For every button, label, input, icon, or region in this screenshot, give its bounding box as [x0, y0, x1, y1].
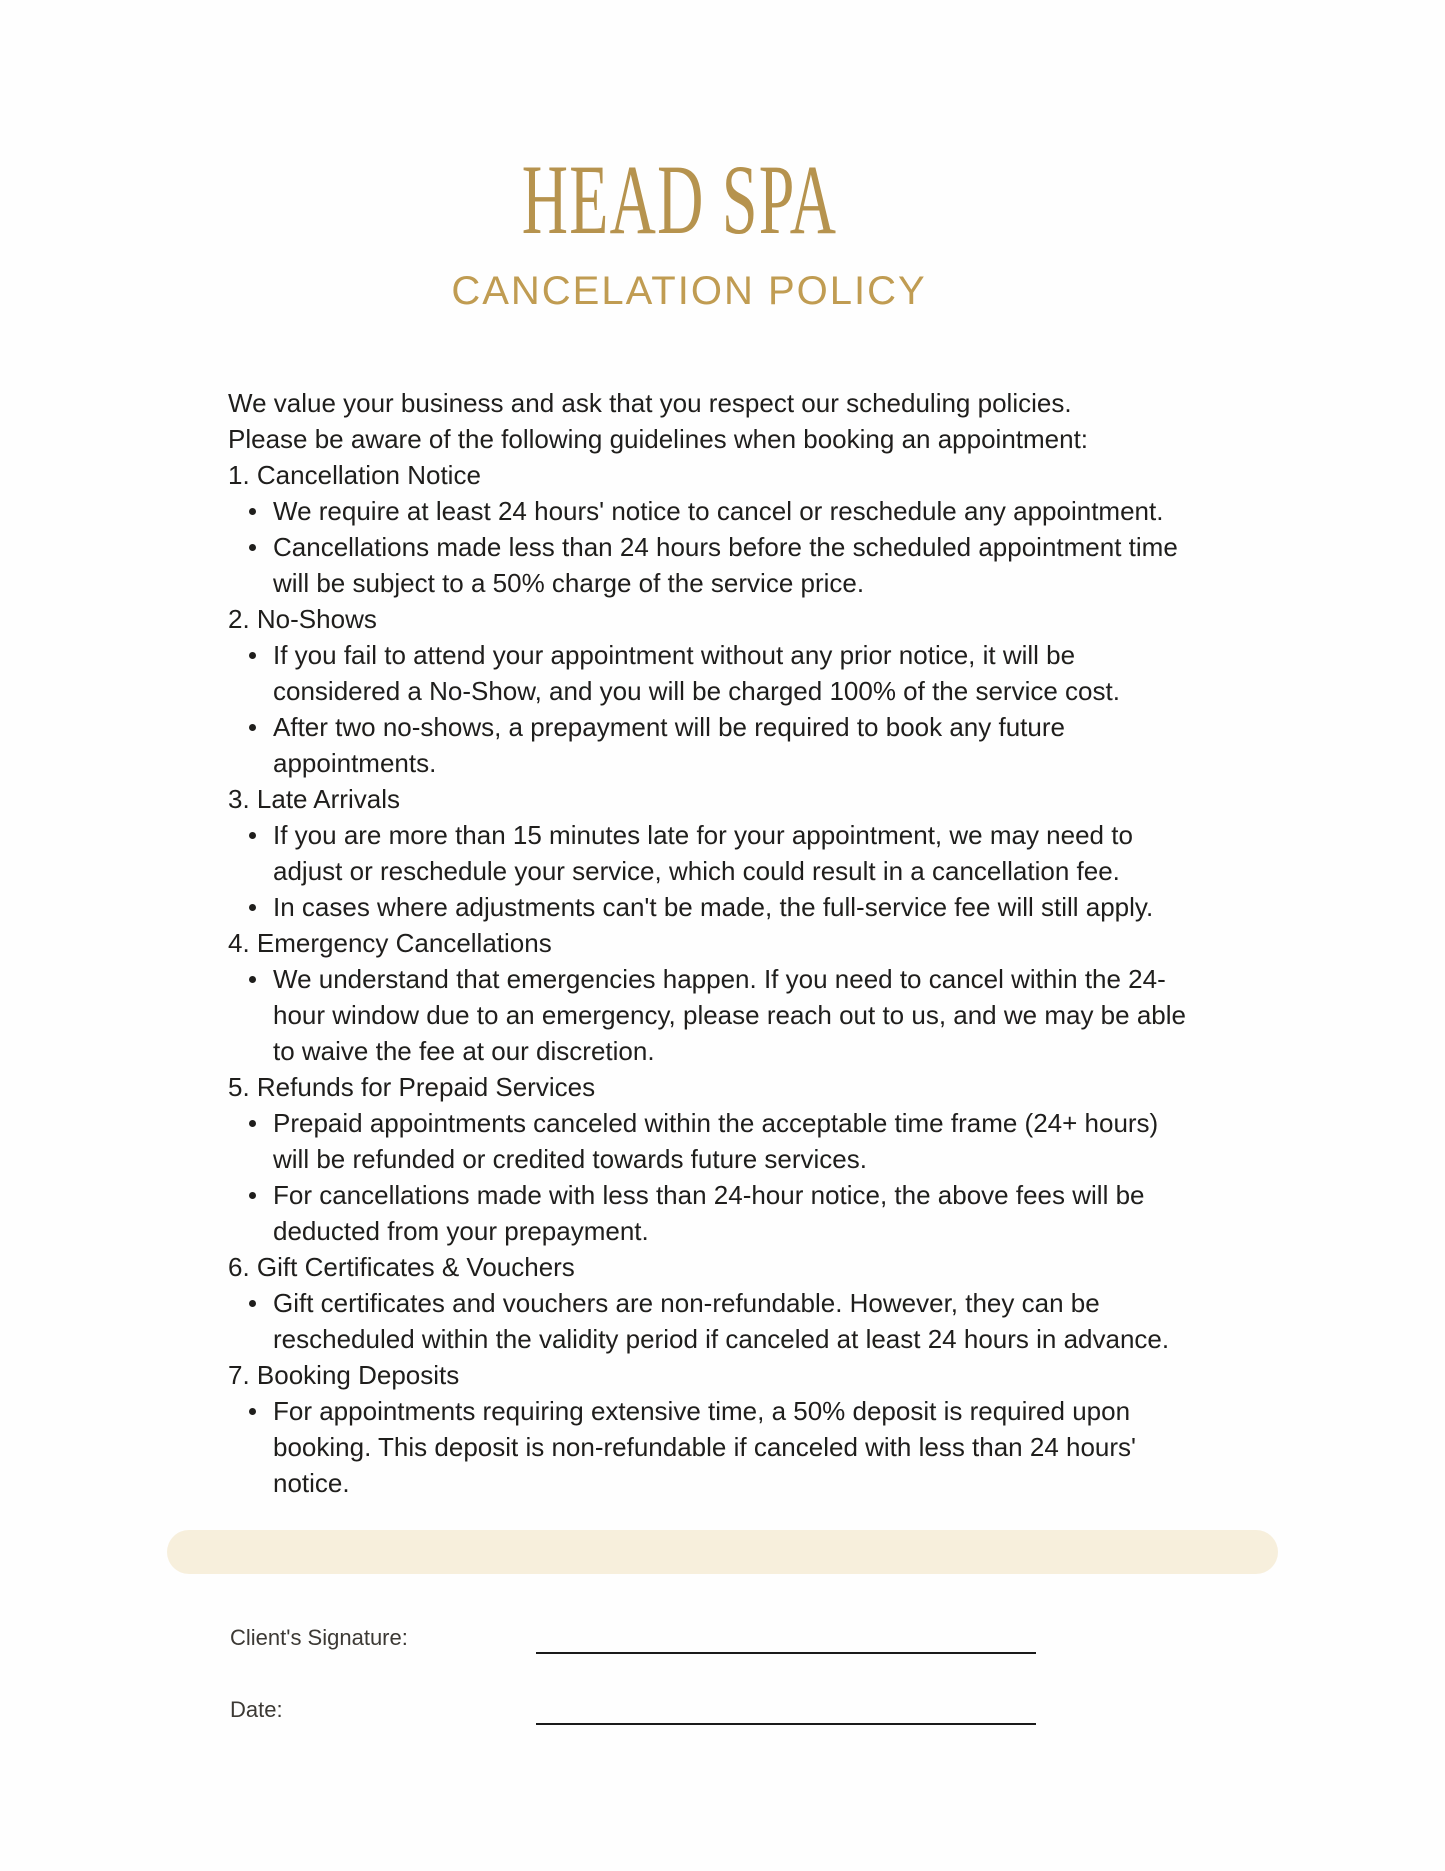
policy-section-heading: 4. Emergency Cancellations — [228, 928, 552, 958]
policy-intro-line: Please be aware of the following guidelines when booking an appointment: — [228, 424, 1089, 454]
header — [380, 144, 980, 255]
policy-section-heading: 2. No-Shows — [228, 604, 377, 634]
policy-bullet-line: If you are more than 15 minutes late for your appointment, we may need to — [228, 817, 1258, 853]
divider-band — [167, 1530, 1278, 1574]
policy-bullet-line: For cancellations made with less than 24-hour notice, the above fees will be — [228, 1177, 1258, 1213]
policy-bullet-line: Prepaid appointments canceled within the acceptable time frame (24+ hours) — [228, 1105, 1258, 1141]
policy-bullet-line: We require at least 24 hours' notice to cancel or reschedule any appointment. — [228, 493, 1258, 529]
policy-bullet-line: Cancellations made less than 24 hours before the scheduled appointment time — [228, 529, 1258, 565]
policy-continuation-line: will be refunded or credited towards future services. — [273, 1144, 867, 1174]
policy-bullet-line: We understand that emergencies happen. If you need to cancel within the 24- — [228, 961, 1258, 997]
policy-continuation-line: notice. — [273, 1468, 350, 1498]
policy-section-heading: 7. Booking Deposits — [228, 1360, 460, 1390]
client-signature-line — [536, 1652, 1036, 1654]
policy-section-heading: 5. Refunds for Prepaid Services — [228, 1072, 596, 1102]
policy-continuation-line: hour window due to an emergency, please reach out to us, and we may be able — [273, 1000, 1186, 1030]
policy-continuation-line: will be subject to a 50% charge of the service price. — [273, 568, 865, 598]
policy-continuation-line: to waive the fee at our discretion. — [273, 1036, 655, 1066]
subtitle-row — [389, 271, 989, 311]
policy-continuation-line: booking. This deposit is non-refundable if canceled with less than 24 hours' — [273, 1432, 1137, 1462]
policy-bullet-line: In cases where adjustments can't be made, the full-service fee will still apply. — [228, 889, 1258, 925]
policy-section-heading: 1. Cancellation Notice — [228, 460, 481, 490]
policy-continuation-line: considered a No-Show, and you will be charged 100% of the service cost. — [273, 676, 1120, 706]
policy-continuation-line: deducted from your prepayment. — [273, 1216, 649, 1246]
policy-subtitle: CANCELATION POLICY — [451, 269, 927, 313]
policy-continuation-line: appointments. — [273, 748, 437, 778]
policy-intro-line: We value your business and ask that you respect our scheduling policies. — [228, 388, 1072, 418]
policy-bullet-line: After two no-shows, a prepayment will be required to book any future — [228, 709, 1258, 745]
policy-text — [228, 385, 1258, 1501]
client-signature-label: Client's Signature: — [230, 1625, 408, 1650]
policy-bullet-line: For appointments requiring extensive time, a 50% deposit is required upon — [228, 1393, 1258, 1429]
policy-continuation-line: adjust or reschedule your service, which could result in a cancellation fee. — [273, 856, 1120, 886]
policy-bullet-line: Gift certificates and vouchers are non-refundable. However, they can be — [228, 1285, 1258, 1321]
policy-section-heading: 3. Late Arrivals — [228, 784, 400, 814]
policy-bullet-line: If you fail to attend your appointment without any prior notice, it will be — [228, 637, 1258, 673]
date-label: Date: — [230, 1697, 283, 1722]
date-line — [536, 1723, 1036, 1725]
policy-continuation-line: rescheduled within the validity period if canceled at least 24 hours in advance. — [273, 1324, 1170, 1354]
policy-section-heading: 6. Gift Certificates & Vouchers — [228, 1252, 575, 1282]
spa-title: HEAD SPA — [522, 144, 838, 255]
